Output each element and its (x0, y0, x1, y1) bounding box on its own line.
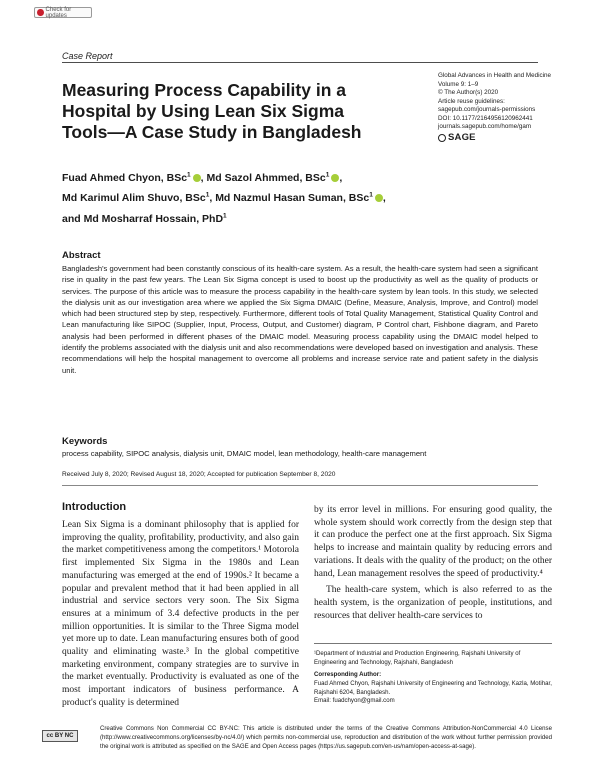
badge-label: Check for updates (45, 6, 72, 19)
license-text: Creative Commons Non Commercial CC BY-NC: This article is distributed under the terms of the Creative Commons Attribution-NonCommercial 4.0 License (http://www.creativecommons.org/licenses/by-nc/4.0/) which permits non-commercial use, reproduction and distribution of the work without further permission provided the original work is attributed as specified on the SAGE and Open Access pages (https://us.sagepub.com/en-us/nam/open-access-at-sage). (100, 725, 552, 750)
body-column-right (314, 504, 552, 626)
keywords-heading: Keywords (62, 436, 108, 447)
reuse-link[interactable]: sagepub.com/journals-permissions (438, 106, 536, 113)
body-column-left (62, 519, 299, 714)
author-list (62, 166, 522, 228)
intro-paragraph-1: Lean Six Sigma is a dominant philosophy that is applied for improving the quality, profitability, productivity, and also gain the market competitiveness among the competitors.¹ Motorola first implemented Six Sigma in the 1980s and Lean manufacturing was emerged at the end of 1990s.² It became a popular and prevalent method that it had been applied in all industrial and service sectors very soon. The Six Sigma ensures at a minimum of 3.4 defective products in the per million opportunities. It is similar to the Three Sigma model yet more up to date. Lean manufacturing ensures both of good quality and eliminating waste.³ In the global competitive marketing environment, company strategies are to survive in the market eventually. Productivity is evaluated as one of the most important indicators of business performance. A product's quality is determined (62, 520, 299, 708)
author-line-1 (62, 166, 522, 187)
intro-paragraph-1-cont: by its error level in millions. For ensuring good quality, the whole system should work correctly from the design step that it can produce the perfect one at the first approach. Six Sigma helps to increase and maintain quality by reducing errors and variations. It deals with the quality of the product; on the other hand, Lean management resolves the speed of productivity.⁴ (314, 505, 552, 579)
journal-volume: Volume 9: 1–9 (438, 80, 479, 88)
sage-mark-icon (438, 134, 446, 142)
author: Fuad Ahmed Chyon, BSc$^1$ , (62, 171, 207, 184)
journal-info (438, 72, 558, 142)
journal-home-link[interactable]: journals.sagepub.com/home/gam (438, 123, 532, 130)
abstract-heading: Abstract (62, 250, 101, 261)
author-line-2 (62, 187, 522, 208)
footnote-rule (314, 643, 552, 644)
author: Md Sazol Ahmmed, BSc$^1$ , (206, 171, 343, 184)
reuse-label: Article reuse guidelines: (438, 97, 505, 105)
check-for-updates-badge[interactable] (34, 7, 92, 18)
orcid-icon[interactable] (193, 174, 201, 182)
abstract-text: Bangladesh's government had been constantly conscious of its health-care system. As a result, the health-care system had seen a significant rise in quality in the past few years. The Lean Six Sigma concept is used to boost up the productivity as well as the quality of products or services. The purpose of this article was to measure the process capability in the health-care system by lean tools. In this study, we selected the dialysis unit as our investigation area where we applied the Six Sigma DMAIC (Define, Measure, Analysis, Improve, and Control) model which had been structured step by step, respectively. Furthermore, different tools of Total Quality Management, Statistical Quality Control and Lean manufacturing like SIPOC (Supplier, Input, Process, Output, and Customer) diagram, P Control chart, Fishbone diagram, and Pareto analysis had been performed in different phases of the DMAIC model. Measuring process capability using the DMAIC model helped to identify the problems associated with the dialysis unit and also recommendations were developed based on investigation and analysis. These recommendations will help the hospital management to overcome all problems and increase service rate and patient safety in the dialysis unit. (62, 264, 538, 375)
author: Md Karimul Alim Shuvo, BSc$^1$, (62, 191, 216, 204)
publication-dates: Received July 8, 2020; Revised August 18, 2020; Accepted for publication September 8, 2020 (62, 471, 336, 478)
dates-rule (62, 485, 538, 486)
author: Md Nazmul Hasan Suman, BSc$^1$ , (215, 191, 386, 204)
author: and Md Mosharraf Hossain, PhD$^1$ (62, 212, 227, 225)
header-rule (62, 62, 538, 63)
article-type: Case Report (62, 51, 113, 61)
corresponding-email[interactable]: Email: fuadchyon@gmail.com (314, 697, 395, 704)
journal-name: Global Advances in Health and Medicine (438, 72, 552, 79)
article-title: Measuring Process Capability in a Hospital by Using Lean Six Sigma Tools—A Case Study in Bangladesh (62, 80, 362, 142)
doi[interactable]: DOI: 10.1177/2164956120962441 (438, 114, 533, 122)
sage-logo (438, 131, 558, 143)
orcid-icon[interactable] (375, 194, 383, 202)
introduction-heading: Introduction (62, 501, 127, 513)
corresponding-author-heading: Corresponding Author: (314, 671, 382, 678)
author-line-3 (62, 207, 522, 228)
cc-license-badge: cc BY NC (42, 730, 78, 742)
update-icon (37, 9, 44, 16)
corresponding-author-text: Fuad Ahmed Chyon, Rajshahi University of Engineering and Technology, Kazla, Motihar, Rajshahi 6204, Bangladesh. (314, 680, 552, 696)
publisher-name: SAGE (448, 131, 476, 143)
affiliation-footnote: ¹Department of Industrial and Production Engineering, Rajshahi University of Engineering and Technology, Rajshahi, Bangladesh (314, 650, 521, 666)
journal-copyright: © The Author(s) 2020 (438, 89, 499, 96)
intro-paragraph-2: The health-care system, which is also referred to as the health system, is the organization of people, institutions, and resources that deliver health-care services to (314, 585, 552, 621)
keywords-text: process capability, SIPOC analysis, dialysis unit, DMAIC model, lean methodology, health-care management (62, 449, 427, 458)
